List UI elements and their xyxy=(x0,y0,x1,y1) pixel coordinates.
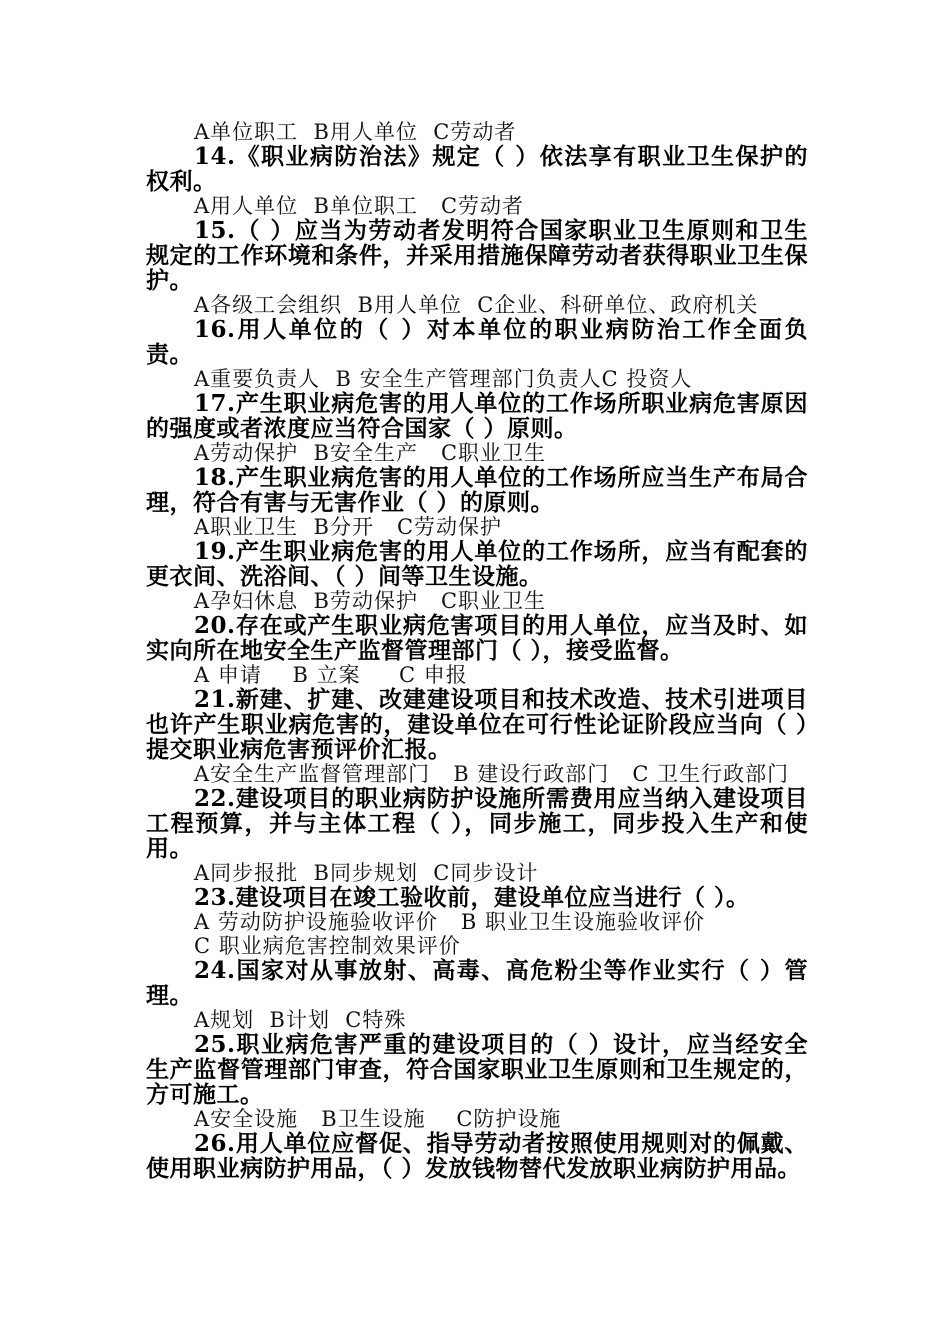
question-21: 21.新建、扩建、改建建设项目和技术改造、技术引进项目也许产生职业病危害的，建设单位在可行性论证阶段应当向（ ）提交职业病危害预评价汇报。 xyxy=(146,686,808,763)
question-list xyxy=(146,120,808,1181)
answer-options: A 申请 B 立案 C 申报 xyxy=(194,663,468,687)
answer-options: A重要负责人 B 安全生产管理部门负责人C 投资人 xyxy=(194,367,693,391)
answer-options: C 职业病危害控制效果评价 xyxy=(194,934,461,958)
question-22: 22.建设项目的职业病防护设施所需费用应当纳入建设项目工程预算，并与主体工程（ ），同步施工，同步投入生产和使用。 xyxy=(146,785,808,862)
question-16: 16.用人单位的（ ）对本单位的职业病防治工作全面负责。 xyxy=(146,316,808,368)
answer-options: A职业卫生 B分开 C劳动保护 xyxy=(194,515,503,539)
question-14: 14.《职业病防治法》规定（ ）依法享有职业卫生保护的权利。 xyxy=(146,143,808,195)
question-23: 23.建设项目在竣工验收前，建设单位应当进行（ ）。 xyxy=(194,884,750,911)
answer-options: A 劳动防护设施验收评价 B 职业卫生设施验收评价 xyxy=(194,910,705,934)
answer-options: A安全生产监督管理部门 B 建设行政部门 C 卫生行政部门 xyxy=(194,762,790,786)
question-15: 15.（ ）应当为劳动者发明符合国家职业卫生原则和卫生规定的工作环境和条件，并采用措施保障劳动者获得职业卫生保护。 xyxy=(146,217,808,294)
question-24: 24.国家对从事放射、高毒、高危粉尘等作业实行（ ）管理。 xyxy=(146,957,808,1009)
answer-options: A孕妇休息 B劳动保护 C职业卫生 xyxy=(194,589,547,613)
answer-options: A用人单位 B单位职工 C劳动者 xyxy=(194,194,525,218)
answer-options: A单位职工 B用人单位 C劳动者 xyxy=(194,120,517,144)
question-18: 18.产生职业病危害的用人单位的工作场所应当生产布局合理，符合有害与无害作业（ ）的原则。 xyxy=(146,464,808,516)
answer-options: A安全设施 B卫生设施 C防护设施 xyxy=(194,1107,562,1131)
question-26: 26.用人单位应督促、指导劳动者按照使用规则对的佩戴、使用职业病防护用品，（ ）发放钱物替代发放职业病防护用品。 xyxy=(146,1130,808,1182)
question-20: 20.存在或产生职业病危害项目的用人单位，应当及时、如实向所在地安全生产监督管理部门（ ），接受监督。 xyxy=(146,612,808,664)
question-17: 17.产生职业病危害的用人单位的工作场所职业病危害原因的强度或者浓度应当符合国家（ ）原则。 xyxy=(146,390,808,442)
question-19: 19.产生职业病危害的用人单位的工作场所，应当有配套的更衣间、洗浴间、（ ）间等卫生设施。 xyxy=(146,538,808,590)
answer-options: A各级工会组织 B用人单位 C企业、科研单位、政府机关 xyxy=(194,293,759,317)
answer-options: A劳动保护 B安全生产 C职业卫生 xyxy=(194,441,547,465)
answer-options: A同步报批 B同步规划 C同步设计 xyxy=(194,861,539,885)
question-25: 25.职业病危害严重的建设项目的（ ）设计，应当经安全生产监督管理部门审查，符合国家职业卫生原则和卫生规定的，方可施工。 xyxy=(146,1031,808,1108)
answer-options: A规划 B计划 C特殊 xyxy=(194,1008,407,1032)
